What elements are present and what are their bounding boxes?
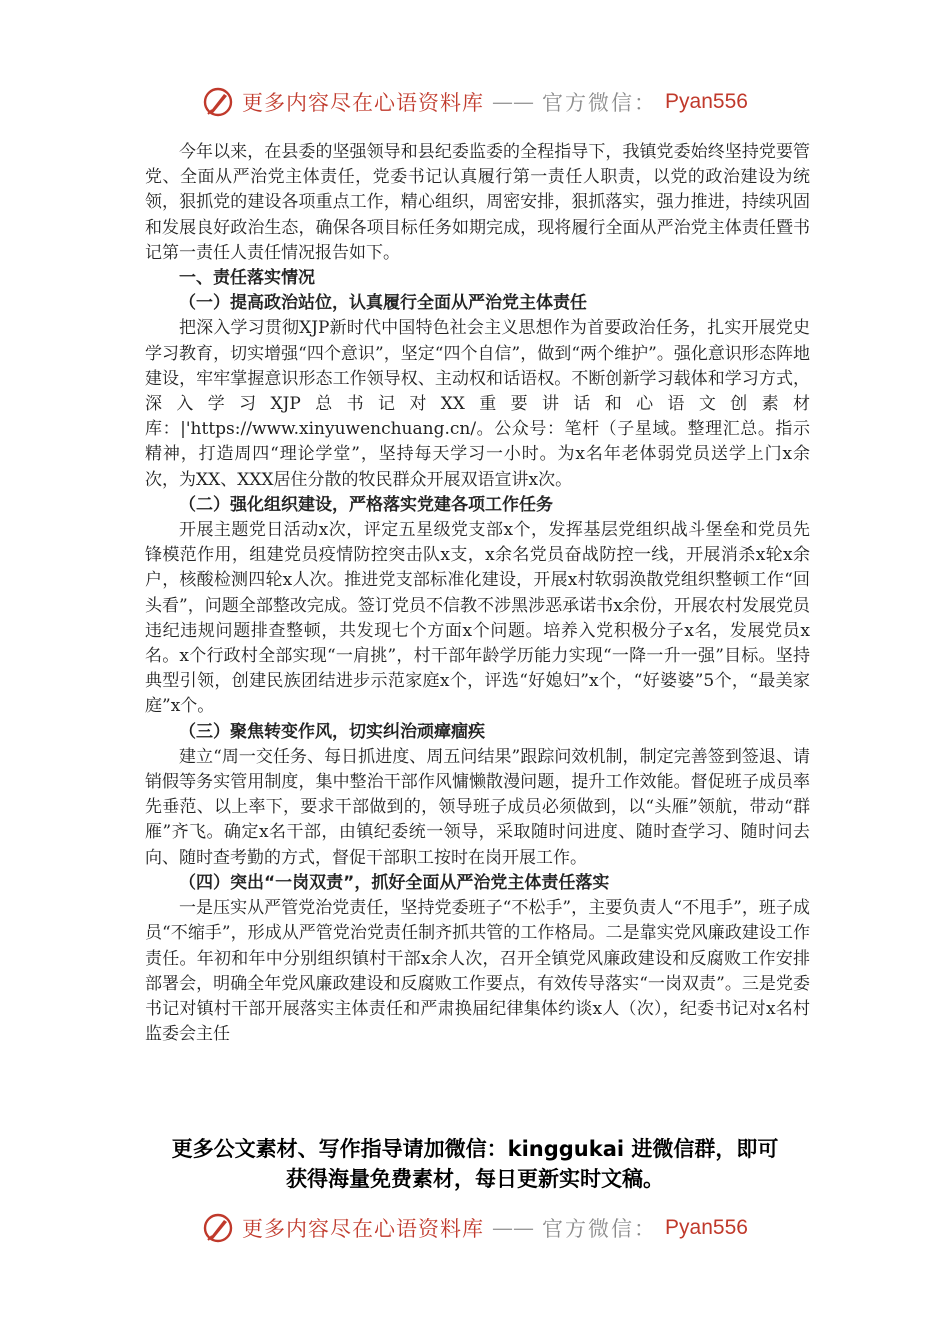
- promo-line-2: 获得海量免费素材，每日更新实时文稿。: [286, 1167, 664, 1191]
- quill-logo-icon: [202, 86, 234, 118]
- footer-wechat-id: Pyan556: [665, 1216, 748, 1239]
- footer-dash: ——: [492, 1216, 535, 1240]
- section-1-heading: 一、责任落实情况: [179, 268, 315, 289]
- subsection-3-heading: （三）聚焦转变作风，切实纠治顽瘴痼疾: [179, 721, 485, 742]
- header-official-label: 官方微信：: [542, 91, 658, 115]
- subsection-4-paragraph: 一是压实从严管党治党责任，坚持党委班子“不松手”，主要负责人“不甩手”，班子成员“不缩手”，形成从严管党治党责任制齐抓共管的工作格局。二是靠实党风廉政建设工作责任。年初和年中分别组织镇村干部x余人次，召开全镇党风廉政建设和反腐败工作安排部署会，明确全年党风廉政建设和反腐败工作要点，有效传导落实“一岗双责”。三是党委书记对镇村干部开展落实主体责任和严肃换届纪律集体约谈x人（次），纪委书记对x名村监委会主任: [145, 898, 810, 1045]
- footer-banner: [0, 1208, 950, 1248]
- document-body: [145, 140, 810, 1047]
- quill-logo-icon: [202, 1212, 234, 1244]
- header-wechat-id: Pyan556: [665, 90, 748, 113]
- subsection-1-heading: （一）提高政治站位，认真履行全面从严治党主体责任: [179, 293, 587, 314]
- footer-official-label: 官方微信：: [542, 1217, 658, 1241]
- header-brand-text: 更多内容尽在心语资料库: [242, 91, 485, 115]
- subsection-3-paragraph: 建立“周一交任务、每日抓进度、周五问结果”跟踪问效机制，制定完善签到签退、请销假等务实管用制度，集中整治干部作风慵懒散漫问题，提升工作效能。督促班子成员率先垂范、以上率下，要求干部做到的，领导班子成员必须做到，以“头雁”领航，带动“群雁”齐飞。确定x名干部，由镇纪委统一领导，采取随时问进度、随时查学习、随时问去向、随时查考勤的方式，督促干部职工按时在岗开展工作。: [145, 746, 810, 868]
- header-dash: ——: [492, 90, 535, 114]
- intro-paragraph: 今年以来，在县委的坚强领导和县纪委监委的全程指导下，我镇党委始终坚持党要管党、全面从严治党主体责任，党委书记认真履行第一责任人职责，以党的政治建设为统领，狠抓党的建设各项重点工作，精心组织，周密安排，狠抓落实，强力推进，持续巩固和发展良好政治生态，确保各项目标任务如期完成，现将履行全面从严治党主体责任暨书记第一责任人责任情况报告如下。: [145, 142, 810, 263]
- promo-line-1: 更多公文素材、写作指导请加微信：kinggukai 进微信群，即可: [171, 1137, 779, 1161]
- subsection-2-paragraph: 开展主题党日活动x次，评定五星级党支部x个，发挥基层党组织战斗堡垒和党员先锋模范作用，组建党员疫情防控突击队x支，x余名党员奋战防控一线，开展消杀x轮x余户，核酸检测四轮x人次。推进党支部标准化建设，开展x村软弱涣散党组织整顿工作“回头看”，问题全部整改完成。签订党员不信教不涉黑涉恶承诺书x余份，开展农村发展党员违纪违规问题排查整顿，共发现七个方面x个问题。培养入党积极分子x名，发展党员x名。x个行政村全部实现“一肩挑”，村干部年龄学历能力实现“一降一升一强”目标。坚持典型引领，创建民族团结进步示范家庭x个，评选“好媳妇”x个，“好婆婆”5个，“最美家庭”x个。: [145, 520, 810, 717]
- footer-brand-text: 更多内容尽在心语资料库: [242, 1217, 485, 1241]
- subsection-4-heading: （四）突出“一岗双责”，抓好全面从严治党主体责任落实: [179, 872, 610, 893]
- header-banner: [0, 82, 950, 122]
- subsection-2-heading: （二）强化组织建设，严格落实党建各项工作任务: [179, 494, 553, 515]
- promo-notice: [100, 1134, 850, 1194]
- subsection-1-paragraph: 把深入学习贯彻XJP新时代中国特色社会主义思想作为首要政治任务，扎实开展党史学习教育，切实增强“四个意识”，坚定“四个自信”，做到“两个维护”。强化意识形态阵地建设，牢牢掌握意识形态工作领导权、主动权和话语权。不断创新学习载体和学习方式，深入学习XJP总书记对XX重要讲话和心语文创素材库：|'https://www.xinyuwenchuang.cn/。公众号：笔杆（子星域。整理汇总。指示精神，打造周四“理论学堂”，坚持每天学习一小时。为x名年老体弱党员送学上门x余次，为XX、XXX居住分散的牧民群众开展双语宣讲x次。: [145, 318, 810, 490]
